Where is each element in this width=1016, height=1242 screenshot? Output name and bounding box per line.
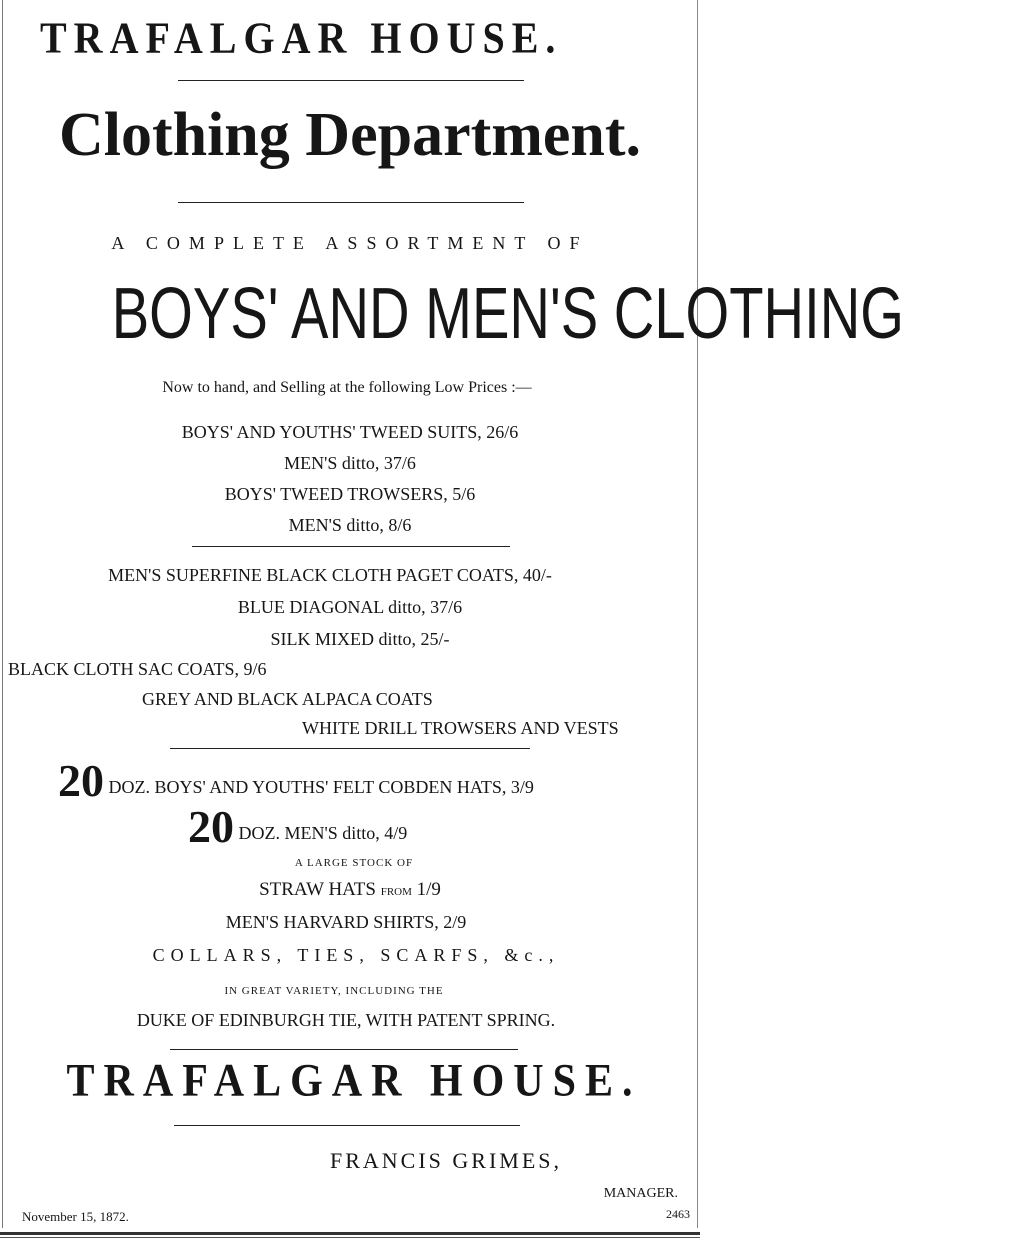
manager-name: FRANCIS GRIMES,	[330, 1148, 563, 1173]
rule-6	[174, 1125, 520, 1126]
quantity-20-b: 20	[188, 801, 234, 852]
item-blue-diagonal: BLUE DIAGONAL ditto, 37/6	[237, 597, 463, 617]
bottom-border-thin	[0, 1237, 700, 1238]
assortment-line: A COMPLETE ASSORTMENT OF	[111, 233, 589, 253]
hats-line-2-text: DOZ. MEN'S ditto, 4/9	[238, 823, 408, 843]
hats-line-1	[58, 755, 700, 806]
clothing-headline	[0, 274, 904, 358]
harvard-shirts: MEN'S HARVARD SHIRTS, 2/9	[225, 912, 467, 932]
rule-5	[170, 1049, 518, 1050]
hats-line-2	[188, 801, 700, 852]
bottom-border	[0, 1232, 700, 1235]
item-tweed-suits: BOYS' AND YOUTHS' TWEED SUITS, 26/6	[181, 422, 519, 442]
ad-reference: 2463	[666, 1207, 690, 1221]
quantity-20-a: 20	[58, 755, 104, 806]
item-silk-mixed: SILK MIXED ditto, 25/-	[270, 629, 450, 649]
department-title: Clothing Department.	[58, 101, 642, 169]
bottom-title: TRAFALGAR HOUSE.	[66, 1055, 642, 1107]
rule-4	[170, 748, 530, 749]
top-title: TRAFALGAR HOUSE.	[40, 12, 563, 63]
duke-tie: DUKE OF EDINBURGH TIE, WITH PATENT SPRING.	[136, 1010, 556, 1030]
prices-intro: Now to hand, and Selling at the following Low Prices :—	[162, 379, 532, 396]
rule-3	[192, 546, 510, 547]
straw-hats	[0, 880, 700, 899]
large-stock: A LARGE STOCK OF	[294, 857, 414, 869]
item-sac-coats: BLACK CLOTH SAC COATS, 9/6	[8, 659, 267, 679]
item-alpaca-coats: GREY AND BLACK ALPACA COATS	[142, 689, 433, 709]
ad-date: November 15, 1872.	[22, 1209, 129, 1224]
straw-hats-price: 1/9	[416, 879, 441, 900]
collars-ties: COLLARS, TIES, SCARFS, &c.,	[152, 945, 560, 965]
great-variety: IN GREAT VARIETY, INCLUDING THE	[224, 985, 444, 997]
hats-line-1-text: DOZ. BOYS' AND YOUTHS' FELT COBDEN HATS, 3/9	[108, 777, 534, 797]
item-mens-trowsers: MEN'S ditto, 8/6	[288, 515, 412, 535]
rule-2	[178, 202, 524, 203]
straw-hats-from: FROM	[380, 886, 412, 898]
item-paget-coats: MEN'S SUPERFINE BLACK CLOTH PAGET COATS, 40/-	[108, 565, 552, 585]
item-boys-trowsers: BOYS' TWEED TROWSERS, 5/6	[224, 484, 476, 504]
item-white-drill: WHITE DRILL TROWSERS AND VESTS	[302, 718, 619, 738]
rule-1	[178, 80, 524, 81]
clothing-headline-text: BOYS' AND MEN'S CLOTHING	[111, 274, 904, 354]
straw-hats-label: STRAW HATS	[259, 879, 376, 900]
item-mens-suits: MEN'S ditto, 37/6	[284, 453, 416, 473]
manager-title: MANAGER.	[603, 1186, 678, 1201]
